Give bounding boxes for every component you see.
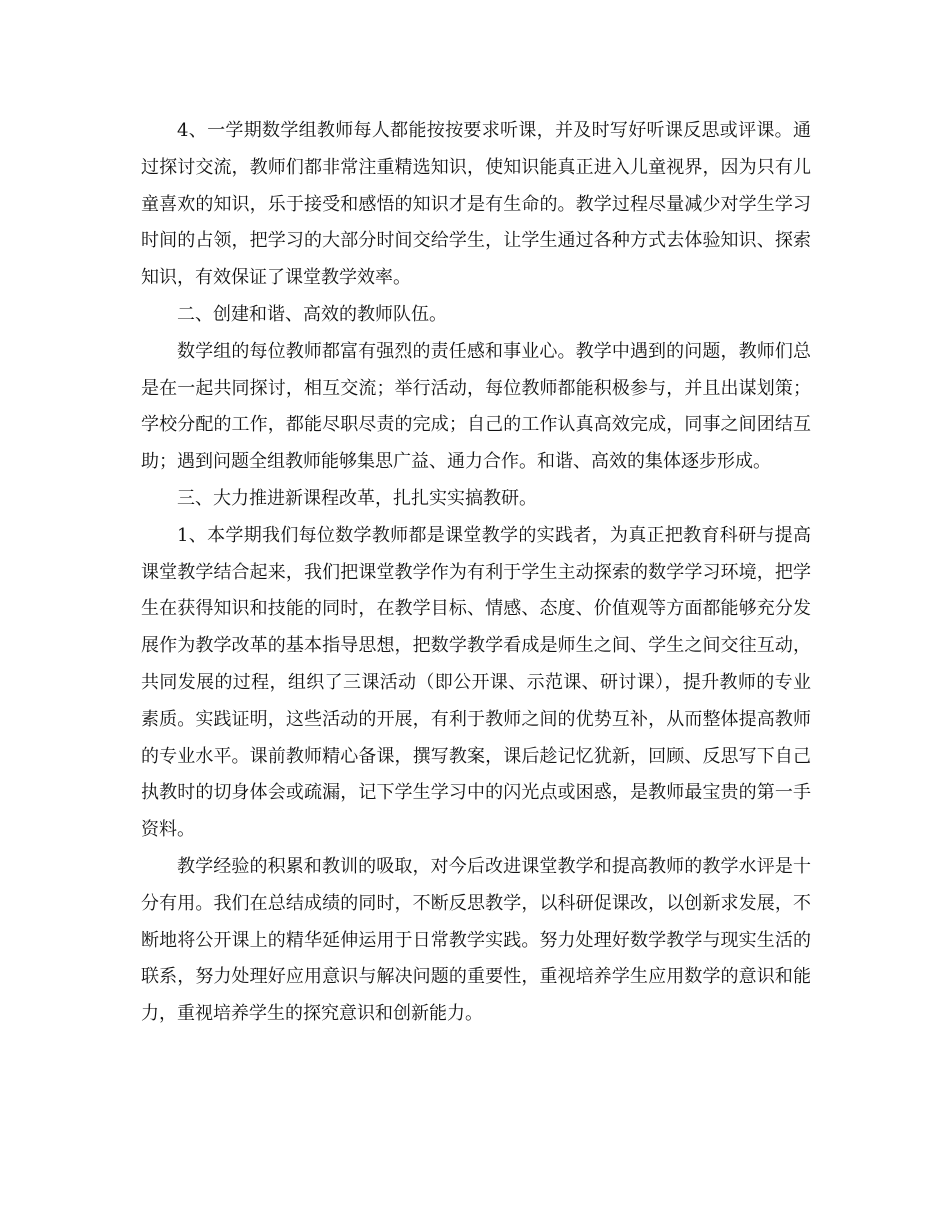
heading-curriculum-reform: 三、大力推进新课程改革，扎扎实实搞教研。 — [177, 487, 537, 509]
paragraph-classroom-practice: 1、本学期我们每位数学教师都是课堂教学的实践者，为真正把教育科研与提高课堂教学结合起来，我们把课堂教学作为有利于学生主动探索的数学学习环境，把学生在获得知识和技能的同时，在教学目标、情感、态度、价值观等方面都能够充分发展作为教学改革的基本指导思想，把数学教学看成是师生之间、学生之间交往互动，共同发展的过程，组织了三课活动（即公开课、示范课、研讨课），提升教师的专业素质。实践证明，这些活动的开展，有利于教师之间的优势互补，从而整体提高教师的专业水平。课前教师精心备课，撰写教案，课后趁记忆犹新，回顾、反思写下自己执教时的切身体会或疏漏，记下学生学习中的闪光点或困惑，是教师最宝贵的第一手资料。 — [141, 524, 811, 841]
paragraph-teaching-experience: 教学经验的积累和教训的吸取，对今后改进课堂教学和提高教师的教学水评是十分有用。我们在总结成绩的同时，不断反思教学，以科研促课改，以创新求发展，不断地将公开课上的精华延伸运用于日常教学实践。努力处理好数学教学与现实生活的联系，努力处理好应用意识与解决问题的重要性，重视培养学生应用数学的意识和能力，重视培养学生的探究意识和创新能力。 — [141, 855, 811, 1025]
heading-teacher-team: 二、创建和谐、高效的教师队伍。 — [177, 303, 447, 325]
paragraph-listening-lessons: 4、一学期数学组教师每人都能按按要求听课，并及时写好听课反思或评课。通过探讨交流，教师们都非常注重精选知识，使知识能真正进入儿童视界，因为只有儿童喜欢的知识，乐于接受和感悟的知识才是有生命的。教学过程尽量减少对学生学习时间的占领，把学习的大部分时间交给学生，让学生通过各种方式去体验知识、探索知识，有效保证了课堂教学效率。 — [141, 120, 811, 289]
document-body — [141, 113, 811, 1033]
paragraph-teacher-team: 数学组的每位教师都富有强烈的责任感和事业心。教学中遇到的问题，教师们总是在一起共同探讨，相互交流；举行活动，每位教师都能积极参与，并且出谋划策；学校分配的工作，都能尽职尽责的完成；自己的工作认真高效完成，同事之间团结互助；遇到问题全组教师能够集思广益、通力合作。和谐、高效的集体逐步形成。 — [141, 340, 811, 473]
